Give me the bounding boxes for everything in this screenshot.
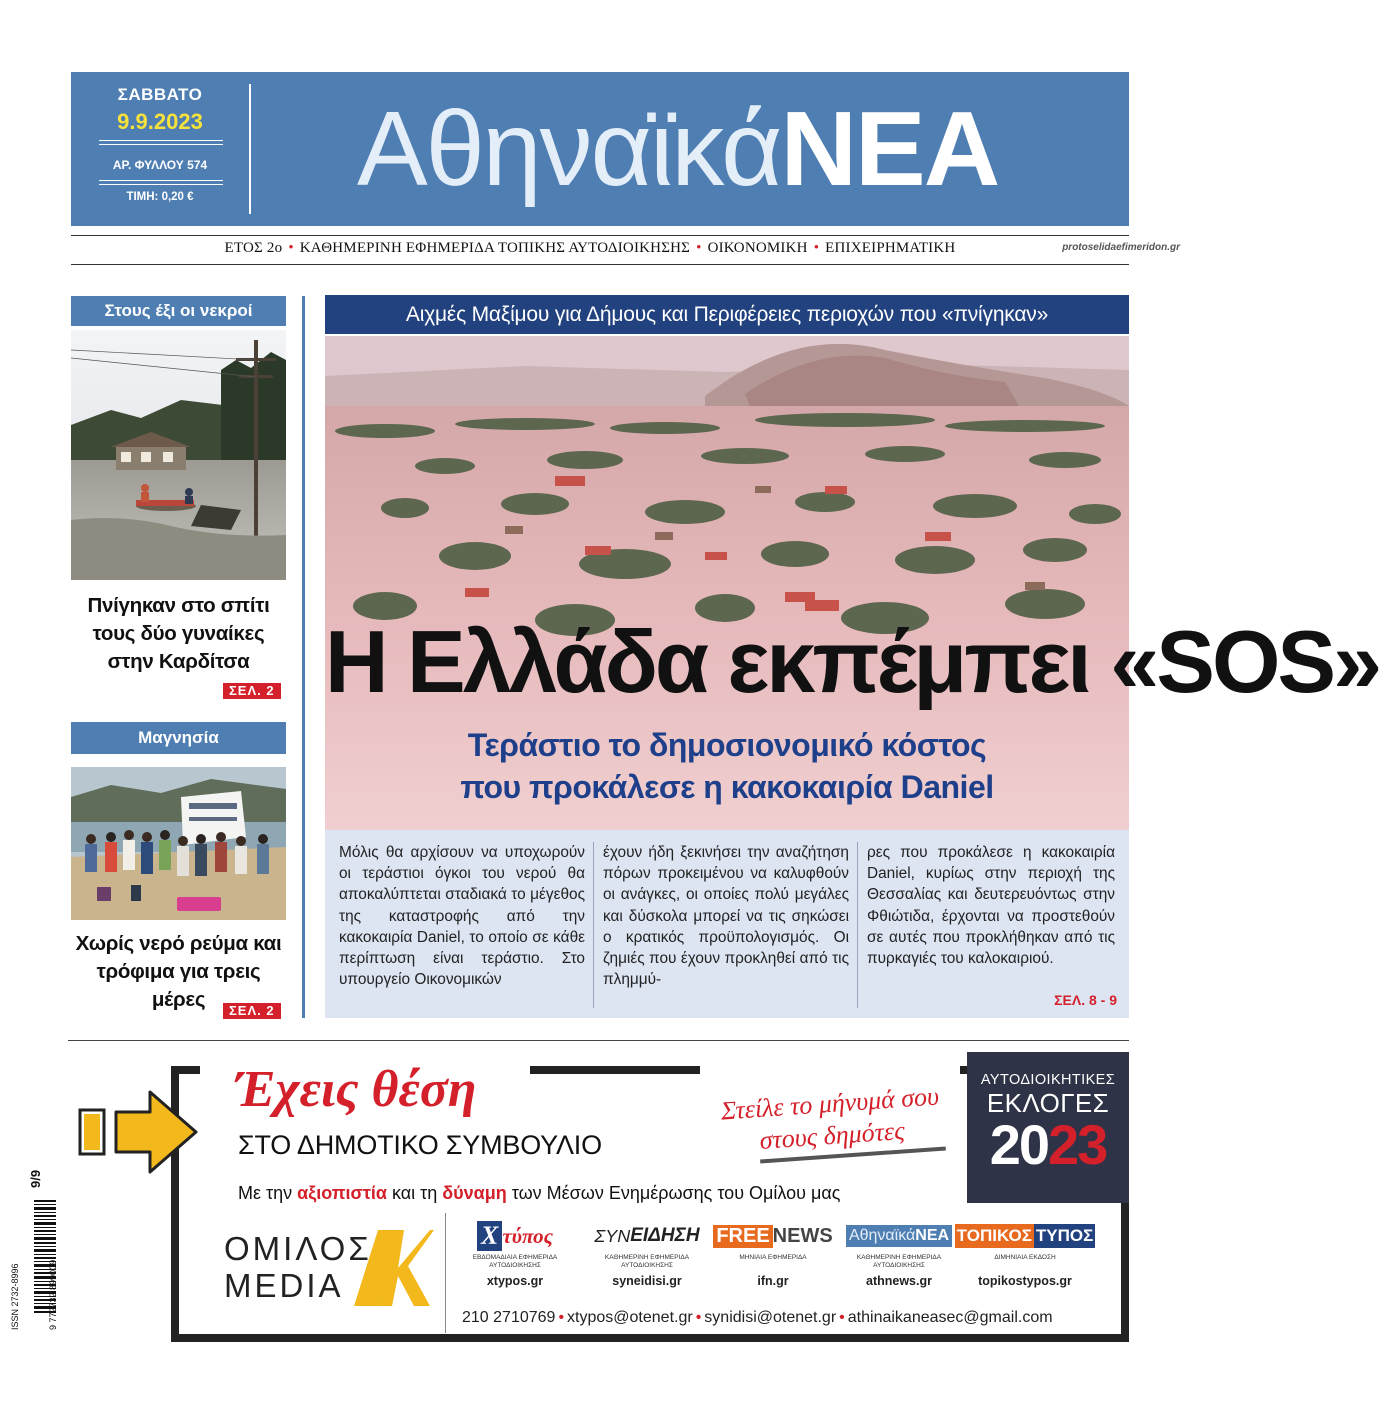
source-site: protoselidaefimeridon.gr	[1062, 242, 1180, 253]
subhead-line: που προκάλεσε η κακοκαιρία Daniel	[460, 769, 994, 805]
year-part: 23	[1048, 1113, 1107, 1176]
ad-tagline	[238, 1183, 840, 1204]
ad-tagline-text: και τη	[386, 1183, 443, 1203]
ad-headline: Έχεις θέση	[235, 1061, 477, 1118]
page-reference: ΣΕΛ. 8 - 9	[1054, 992, 1117, 1008]
issue-info	[71, 72, 249, 226]
pub-logo	[836, 1220, 962, 1252]
publication-logos	[452, 1220, 1128, 1300]
pub-xtypos[interactable]	[452, 1220, 578, 1288]
arrow-icon	[72, 1082, 202, 1187]
pub-url[interactable]: syneidisi.gr	[612, 1274, 682, 1288]
pub-tagline: ΚΑΘΗΜΕΡΙΝΗ ΕΦΗΜΕΡΙΔΑ ΑΥΤΟΔΙΟΙΚΗΣΗΣ	[604, 1254, 690, 1269]
logo-part: FREE	[713, 1225, 772, 1248]
strap-item: ΚΑΘΗΜΕΡΙΝΗ ΕΦΗΜΕΡΙΔΑ ΤΟΠΙΚΗΣ ΑΥΤΟΔΙΟΙΚΗΣΗΣ	[299, 240, 691, 256]
article-column-3: ρες που προκάλεσε η κακοκαιρία Daniel, κυρίως στην περιοχή της Θεσσαλίας και δευτερευόντως στην Φθιώτιδα, έρχονται να προστεθούν σε αυτές που προκλήθηκαν από τις πυρκαγιές του καλοκαιριού.	[867, 844, 1115, 968]
logo-part: ΤΟΠΙΚΟΣ	[955, 1224, 1034, 1248]
elections-badge	[967, 1052, 1129, 1203]
pub-tagline: ΕΒΔΟΜΑΔΙΑΙΑ ΕΦΗΜΕΡΙΔΑ ΑΥΤΟΔΙΟΙΚΗΣΗΣ	[472, 1254, 558, 1269]
bullet-icon: •	[558, 1309, 565, 1326]
column-separator	[593, 842, 594, 1008]
article-column-2: έχουν ήδη ξεκινήσει την αναζήτηση πόρων προκειμένου να καλυφθούν οι ανάγκες, οι οποίες πολύ μεγάλες και δύσκολα μπορεί να τις σηκώσει ο κρατικός προϋπολογισμός. Οι ζημιές που έχουν προκληθεί από τις πλημμύ-	[603, 844, 849, 989]
phone-number[interactable]: 210 2710769	[462, 1309, 556, 1326]
main-headline: Η Ελλάδα εκπέμπει «SOS»	[325, 612, 1379, 711]
barcode-number: 9 772732 899009	[48, 1259, 58, 1330]
pub-logo	[710, 1220, 836, 1252]
pub-url[interactable]: topikostypos.gr	[978, 1274, 1072, 1288]
pub-freenews[interactable]	[710, 1220, 836, 1288]
issn-text: ISSN 2732-8996	[10, 1263, 20, 1330]
logo-part: ΕΙΔΗΣΗ	[630, 1225, 700, 1246]
column-separator	[857, 842, 858, 1008]
ad-tagline-emph: δύναμη	[442, 1183, 507, 1203]
ad-tagline-text: Με την	[238, 1183, 298, 1203]
bullet-icon: •	[288, 240, 294, 256]
logo-part: NEWS	[772, 1224, 833, 1247]
email-link[interactable]: xtypos@otenet.gr	[567, 1309, 693, 1326]
strap-item: ΕΠΙΧΕΙΡΗΜΑΤΙΚΗ	[825, 240, 956, 256]
ad-top-rule	[68, 1040, 1129, 1041]
pub-url[interactable]: xtypos.gr	[486, 1274, 544, 1288]
pub-logo	[956, 1220, 1094, 1252]
media-group-name	[224, 1230, 372, 1304]
logo-part: τύπος	[502, 1223, 553, 1248]
divider-rule	[99, 180, 223, 185]
logo-light: Αθηναϊκά	[357, 90, 781, 208]
issue-number: ΑΡ. ΦΥΛΛΟΥ 574	[112, 158, 208, 172]
logo-bold: ΝΕΑ	[780, 90, 999, 208]
email-link[interactable]: athinaikaneasec@gmail.com	[847, 1309, 1053, 1326]
elections-label: ΑΥΤΟΔΙΟΙΚΗΤΙΚΕΣ	[980, 1072, 1116, 1088]
logo-part: ΝΕΑ	[915, 1225, 952, 1247]
newspaper-logo	[357, 84, 998, 214]
ad-frame-gap	[700, 1058, 960, 1078]
ak-logo-graphic	[352, 1228, 434, 1308]
logo-part: Χ	[477, 1221, 502, 1251]
media-group-line: MEDIA	[224, 1267, 344, 1304]
ad-subtitle: ΣΤΟ ΔΗΜΟΤΙΚΟ ΣΥΜΒΟΥΛΙΟ	[238, 1130, 602, 1160]
subhead-line: Τεράστιο το δημοσιονομικό κόστος	[467, 727, 987, 763]
side-kicker-1: Στους έξι οι νεκροί	[71, 296, 286, 326]
ad-tagline-emph: αξιοπιστία	[297, 1183, 387, 1203]
article-column-1: Μόλις θα αρχίσουν να υποχωρούν οι τεράστιοι όγκοι του νερού θα αποκαλύπτεται σταδιακά το μέγεθος της καταστροφής από την κακοκαιρία Daniel, το οποίο σε κάθε περίπτωση είναι τεράστιο. Στο υπουργείο Οικονομικών	[339, 844, 585, 989]
masthead	[71, 72, 1129, 226]
pub-syneidisi[interactable]	[584, 1220, 710, 1288]
bullet-icon: •	[696, 240, 702, 256]
strap-rule	[71, 235, 1129, 236]
ad-slogan-line: στους δημότες	[758, 1115, 906, 1155]
flood-rescue-image	[71, 330, 286, 580]
ad-slogan-line: Στείλε το μήνυμά σου	[719, 1081, 940, 1126]
issue-date: 9.9.2023	[117, 109, 203, 134]
side-headline-1: Πνίγηκαν στο σπίτι τους δύο γυναίκες στην Καρδίτσα	[87, 594, 270, 673]
pub-tagline: ΜΗΝΙΑΙΑ ΕΦΗΜΕΡΙΔΑ	[739, 1254, 807, 1261]
ad-tagline-text: των Μέσων Ενημέρωσης του Ομίλου μας	[506, 1183, 841, 1203]
strap-year: ΕΤΟΣ 2ο	[224, 240, 283, 256]
column-divider	[302, 296, 305, 1018]
side-headline-2: Χωρίς νερό ρεύμα και τρόφιμα για τρεις μέρες	[75, 932, 282, 1011]
elections-year	[967, 1112, 1129, 1177]
pub-topikos-typos[interactable]	[956, 1220, 1094, 1288]
logo-part: ΣΥΝ	[594, 1225, 631, 1246]
pub-url[interactable]: ifn.gr	[757, 1274, 789, 1288]
pub-logo	[452, 1220, 578, 1252]
article-body	[325, 830, 1129, 1018]
pub-logo	[584, 1220, 710, 1252]
page-reference: ΣΕΛ. 2	[223, 1003, 281, 1019]
strap-item: ΟΙΚΟΝΟΜΙΚΗ	[707, 240, 808, 256]
side-kicker-2: Μαγνησία	[71, 722, 286, 754]
pub-tagline: ΚΑΘΗΜΕΡΙΝΗ ΕΦΗΜΕΡΙΔΑ ΑΥΤΟΔΙΟΙΚΗΣΗΣ	[856, 1254, 942, 1269]
ferry-passengers-image	[71, 767, 286, 920]
flood-rescue-photo	[71, 330, 286, 580]
main-kicker: Αιχμές Μαξίμου για Δήμους και Περιφέρειες περιοχών που «πνίγηκαν»	[325, 295, 1129, 334]
issue-price: ΤΙΜΗ: 0,20 €	[126, 191, 194, 203]
masthead-divider	[249, 84, 251, 214]
ferry-passengers-photo	[71, 767, 286, 920]
ak-logo	[352, 1228, 434, 1313]
ad-contacts	[462, 1309, 1053, 1327]
page-reference: ΣΕΛ. 2	[223, 683, 281, 699]
bullet-icon: •	[813, 240, 820, 256]
pub-athinaika-nea[interactable]	[836, 1220, 962, 1288]
main-subhead	[325, 724, 1129, 808]
email-link[interactable]: synidisi@otenet.gr	[704, 1309, 837, 1326]
bullet-icon: •	[839, 1309, 845, 1326]
media-group-line: ΟΜΙΛΟΣ	[224, 1230, 372, 1267]
pub-tagline: ΔΙΜΗΝΙΑΙΑ ΕΚΔΟΣΗ	[994, 1254, 1056, 1261]
strap-rule	[71, 264, 1129, 265]
ad-divider	[445, 1213, 446, 1333]
strapline	[150, 240, 1030, 257]
divider-rule	[99, 140, 223, 145]
issue-day: ΣΑΒΒΑΤΟ	[117, 85, 203, 104]
bullet-icon: •	[695, 1309, 702, 1326]
barcode-issue: 9/9	[28, 1169, 43, 1188]
logo-part: Αθηναϊκά	[846, 1225, 915, 1247]
arrow-graphic	[72, 1082, 202, 1182]
elections-label: ΕΚΛΟΓΕΣ	[986, 1088, 1110, 1118]
logo-part: ΤΥΠΟΣ	[1034, 1224, 1095, 1248]
pub-url[interactable]: athnews.gr	[866, 1274, 932, 1288]
year-part: 20	[989, 1113, 1048, 1176]
